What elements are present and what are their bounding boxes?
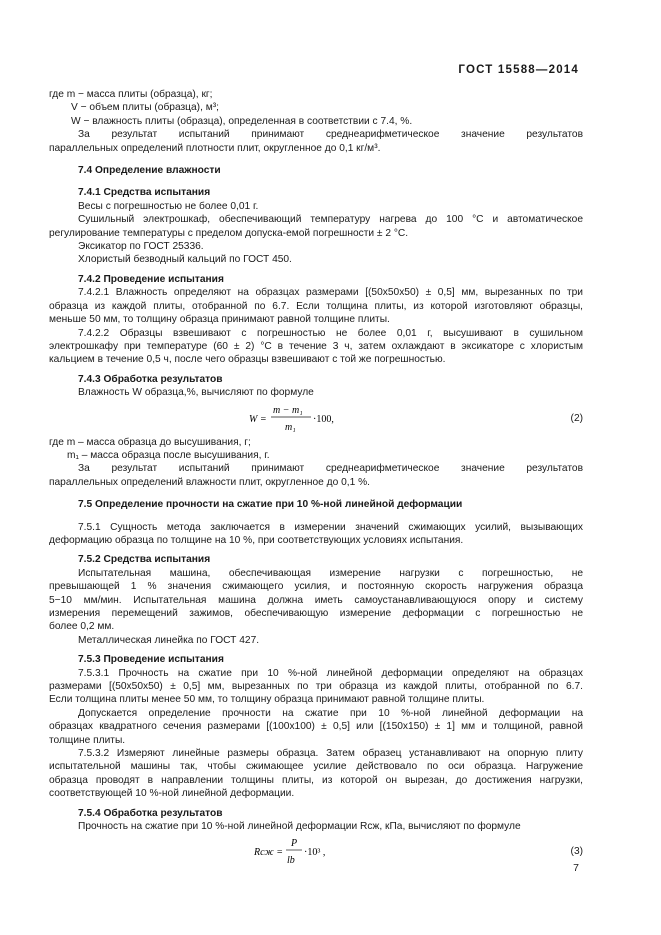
formula-2-multiplier: ·100, xyxy=(313,413,334,425)
text-line: образца проводят в направлении толщины плиты, из которой он вырезан, до достижения нагрузки, xyxy=(49,774,583,786)
text-line: где m – масса образца до высушивания, г; xyxy=(49,436,251,448)
document-body xyxy=(49,88,583,868)
text-line: параллельных определений влажности плит, округленное до 0,1 %. xyxy=(49,476,370,488)
text-line: 7.5.1 Сущность метода заключается в измерении значений сжимающих усилий, вызывающих xyxy=(78,521,583,533)
text-line: 7.5.3.1 Прочность на сжатие при 10 %-ной линейной деформации определяют на образцах xyxy=(78,667,583,679)
text-line: Если толщина плиты менее 50 мм, то толщину образца принимают равной толщине плиты. xyxy=(49,694,485,706)
subsection-heading: 7.5.4 Обработка результатов xyxy=(78,807,223,819)
text-line: электрошкафу при температуре (60 ± 2) °С в течение 3 ч, затем охлаждают в эксикаторе с хлористым xyxy=(49,340,583,352)
text-line: Эксикатор по ГОСТ 25336. xyxy=(78,241,204,253)
text-line: кальцием в течение 0,5 ч, после чего образцы взвешивают с той же погрешностью. xyxy=(49,354,446,366)
text-line: Влажность W образца,%, вычисляют по формуле xyxy=(78,387,314,399)
formula-number: (2) xyxy=(570,412,583,424)
text-line: Весы с погрешностью не более 0,01 г. xyxy=(78,200,259,212)
text-line: параллельных определений плотности плит, округленное до 0,1 кг/м³. xyxy=(49,142,381,154)
text-line: образца из каждой плиты, отобранной по 6.7. Если толщина плиты, из которой изготовляют образцы, xyxy=(49,300,583,312)
subsection-heading: 7.4.2 Проведение испытания xyxy=(78,273,224,285)
subsection-heading: 7.5.3 Проведение испытания xyxy=(78,654,224,666)
formula-number: (3) xyxy=(570,845,583,857)
text-line: меньше 50 мм, то толщину образца принимают равной толщине плиты. xyxy=(49,314,390,326)
text-line: соответствующей 10 %-ной линейной деформации. xyxy=(49,788,295,800)
subsection-heading: 7.5.2 Средства испытания xyxy=(78,554,211,566)
subsection-heading: 7.4.3 Обработка результатов xyxy=(78,373,223,385)
text-line: Сушильный электрошкаф, обеспечивающий температуру нагрева до 100 °С и автоматическое xyxy=(78,214,583,226)
text-line: измерения перемещений зажимов, обеспечивающую измерение деформации с погрешностью не xyxy=(49,608,583,619)
text-line: За результат испытаний принимают среднеарифметическое значение результатов xyxy=(78,129,583,141)
text-line: более 0,2 мм. xyxy=(49,621,115,633)
text-line: Прочность на сжатие при 10 %-ной линейной деформации Rсж, кПа, вычисляют по формуле xyxy=(78,821,521,833)
document-header: ГОСТ 15588—2014 xyxy=(458,64,579,76)
text-line: образцах квадратного сечения размерами [(100х100) ± 0,5] или [(150х150) ± 1] мм и толщиной, равной xyxy=(49,721,583,733)
formula-2 xyxy=(49,403,583,433)
text-line: 7.5.3.2 Измеряют линейные размеры образца. Затем образец устанавливают на опорную плиту xyxy=(78,748,583,760)
page-number: 7 xyxy=(573,862,579,874)
formula-2-lhs: W = xyxy=(249,413,267,425)
section-heading: 7.4 Определение влажности xyxy=(78,165,221,177)
text-line: размерами [(50х50х50) ± 0,5] мм, вырезанных по три образца из каждой плиты, отобранной по 6.7. xyxy=(49,681,583,693)
text-line: где m − масса плиты (образца), кг; xyxy=(49,89,213,100)
text-line: Металлическая линейка по ГОСТ 427. xyxy=(78,634,260,646)
text-line: регулирование температуры с пределом допуска-емой погрешности ± 2 °С. xyxy=(49,227,409,239)
text-line: испытательной машины так, чтобы сжимающее усилие действовало по оси образца. Нагружение xyxy=(49,761,583,773)
text-line: За результат испытаний принимают среднеарифметическое значение результатов xyxy=(78,463,583,475)
text-line: W − влажность плиты (образца), определенная в соответствии с 7.4, %. xyxy=(71,115,413,127)
text-line: Допускается определение прочности на сжатие при 10 %-ной линейной деформации на xyxy=(78,707,583,719)
text-line: Испытательная машина, обеспечивающая измерение нагрузки с погрешностью, не xyxy=(78,567,583,579)
text-line: 5−10 мм/мин. Испытательная машина должна иметь самоустанавливающуюся опору и систему xyxy=(49,594,583,606)
formula-3-numerator: P xyxy=(291,837,298,849)
text-line: деформацию образца по толщине на 10 %, при соответствующих условиях испытания. xyxy=(49,534,464,546)
text-line: толщине плиты. xyxy=(49,734,126,746)
text-line: 7.4.2.2 Образцы взвешивают с погрешностью не более 0,01 г, высушивают в сушильном xyxy=(78,327,583,339)
text-line: превышающей 1 % значения сжимающего усилия, и постоянную скорость нагружения образца xyxy=(49,581,583,593)
text-line: 7.4.2.1 Влажность определяют на образцах размерами [(50х50х50) ± 0,5] мм, вырезанных по три xyxy=(78,287,583,299)
formula-3-denominator: lb xyxy=(287,854,295,866)
formula-2-numerator: m − m₁ xyxy=(273,404,303,416)
text-line: V − объем плиты (образца), м³; xyxy=(71,102,219,114)
formula-2-expression xyxy=(249,403,369,433)
formula-3 xyxy=(49,836,583,866)
text-line: Хлористый безводный кальций по ГОСТ 450. xyxy=(78,254,292,266)
text-line: m₁ – масса образца после высушивания, г. xyxy=(67,449,270,461)
section-heading: 7.5 Определение прочности на сжатие при 10 %-ной линейной деформации xyxy=(78,499,463,511)
formula-3-lhs: Rсж = xyxy=(254,846,283,858)
formula-3-expression xyxy=(254,836,364,866)
formula-3-multiplier: ·10³ , xyxy=(304,846,326,858)
subsection-heading: 7.4.1 Средства испытания xyxy=(78,187,211,199)
formula-2-denominator: m₁ xyxy=(285,421,296,433)
